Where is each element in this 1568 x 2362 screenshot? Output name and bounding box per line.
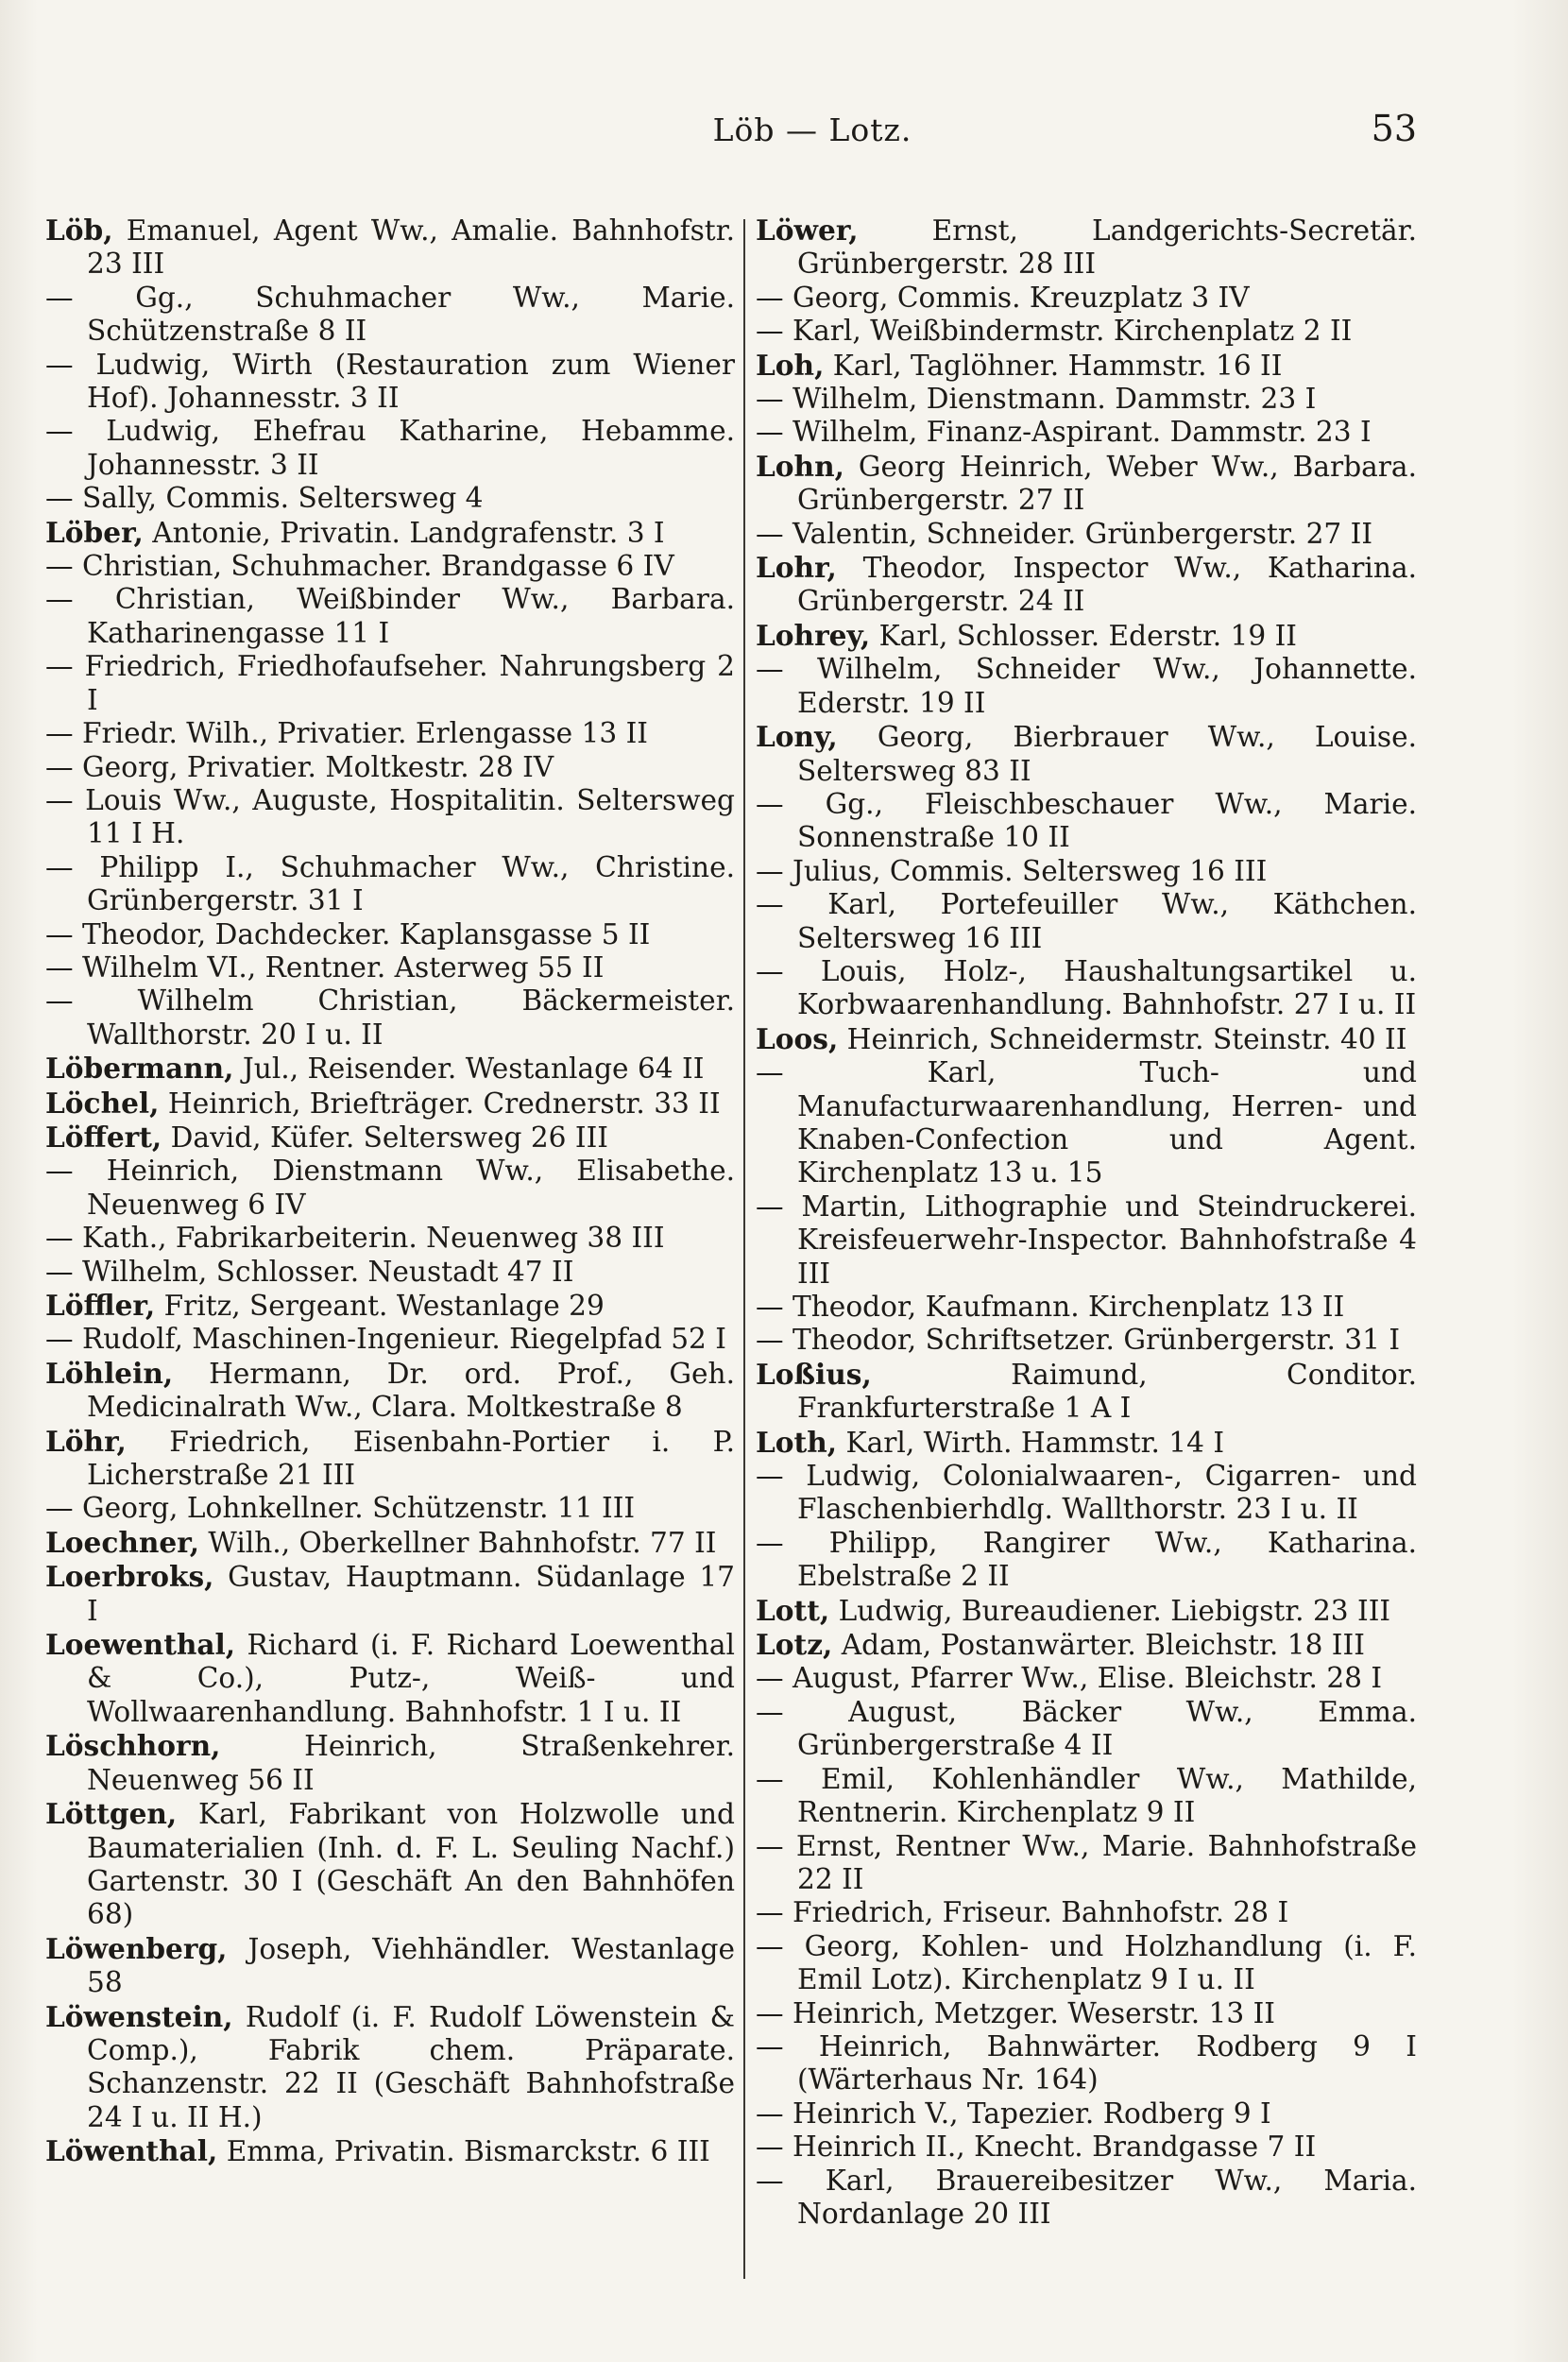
entry-surname: Loechner, — [45, 1525, 199, 1559]
entry-surname: Lohrey, — [756, 618, 871, 652]
entry-text: Emanuel, Agent Ww., Amalie. Bahnhofstr. 23 III — [87, 214, 735, 281]
directory-entry — [45, 851, 735, 918]
directory-entry — [45, 1087, 735, 1121]
entry-surname: Loerbroks, — [45, 1560, 214, 1594]
entry-surname: Löschhorn, — [45, 1729, 221, 1763]
directory-entry — [756, 214, 1417, 282]
entry-text: — Wilhelm, Schlosser. Neustadt 47 II — [45, 1255, 574, 1288]
directory-entry — [45, 550, 735, 583]
directory-entry — [756, 1324, 1417, 1357]
entry-surname: Lony, — [756, 720, 838, 754]
directory-entry — [45, 784, 735, 851]
column-divider — [743, 219, 745, 2279]
directory-entry — [45, 751, 735, 784]
entry-text: Ernst, Landgerichts-Secretär. Grünbergerstr. 28 III — [797, 214, 1417, 281]
entry-surname: Löhlein, — [45, 1356, 174, 1390]
directory-entry — [756, 888, 1417, 955]
directory-entry — [756, 1056, 1417, 1190]
running-head: Löb — Lotz. — [712, 111, 912, 148]
page-header — [38, 108, 1417, 159]
entry-text: — Ernst, Rentner Ww., Marie. Bahnhofstraße 22 II — [756, 1829, 1417, 1895]
directory-entry — [45, 1357, 735, 1425]
entry-text: — Gg., Fleischbeschauer Ww., Marie. Sonnenstraße 10 II — [756, 787, 1417, 854]
entry-text: — Theodor, Schriftsetzer. Grünbergerstr. 31 I — [756, 1324, 1401, 1357]
entry-surname: Loth, — [756, 1425, 838, 1459]
directory-entry — [756, 1662, 1417, 1695]
directory-entry — [45, 349, 735, 416]
entry-text: — Christian, Schuhmacher. Brandgasse 6 IV — [45, 550, 674, 583]
directory-entry — [756, 1830, 1417, 1897]
entry-text: Karl, Wirth. Hammstr. 14 I — [845, 1426, 1225, 1459]
directory-entry — [756, 2131, 1417, 2164]
directory-entry — [756, 450, 1417, 518]
entry-text: — Wilhelm VI., Rentner. Asterweg 55 II — [45, 950, 605, 984]
entry-text: Hermann, Dr. ord. Prof., Geh. Medicinalrath Ww., Clara. Moltkestraße 8 — [87, 1357, 735, 1424]
entry-surname: Lohr, — [756, 551, 837, 585]
right-column — [756, 214, 1417, 2231]
entry-text: — Martin, Lithographie und Steindruckerei. Kreisfeuerwehr-Inspector. Bahnhofstraße 4 III — [756, 1190, 1417, 1290]
entry-text: Karl, Taglöhner. Hammstr. 16 II — [832, 349, 1283, 382]
entry-surname: Löbermann, — [45, 1052, 234, 1086]
directory-entry — [756, 788, 1417, 855]
directory-entry — [756, 1460, 1417, 1527]
directory-entry — [756, 1022, 1417, 1056]
directory-entry — [45, 214, 735, 282]
entry-text: Theodor, Inspector Ww., Katharina. Grünbergerstr. 24 II — [797, 552, 1417, 618]
entry-text: Antonie, Privatin. Landgrafenstr. 3 I — [152, 516, 665, 549]
entry-surname: Löwenstein, — [45, 1999, 233, 2033]
entry-surname: Löwenberg, — [45, 1931, 228, 1965]
directory-entry — [45, 1155, 735, 1222]
entry-surname: Loßius, — [756, 1357, 872, 1391]
directory-entry — [756, 282, 1417, 315]
directory-entry — [45, 2000, 735, 2135]
directory-entry — [756, 518, 1417, 551]
entry-text: — Heinrich II., Knecht. Brandgasse 7 II — [756, 2131, 1317, 2164]
entry-surname: Löffert, — [45, 1120, 162, 1154]
directory-entry — [45, 918, 735, 951]
directory-entry — [756, 619, 1417, 653]
directory-entry — [756, 1930, 1417, 1997]
directory-entry — [756, 1763, 1417, 1830]
directory-entry — [45, 482, 735, 515]
directory-entry — [756, 349, 1417, 383]
directory-entry — [45, 1425, 735, 1493]
directory-entry — [45, 1323, 735, 1356]
entry-surname: Lohn, — [756, 449, 844, 483]
page-number: 53 — [1371, 108, 1417, 149]
directory-entry — [45, 1289, 735, 1323]
entry-surname: Löhr, — [45, 1424, 127, 1458]
entry-text: — Karl, Tuch- und Manufacturwaarenhandlung, Herren- und Knaben-Confection und Agent. Kirchenplatz 13 u. 15 — [756, 1056, 1417, 1190]
entry-text: — Kath., Fabrikarbeiterin. Neuenweg 38 III — [45, 1222, 665, 1255]
entry-text: Adam, Postanwärter. Bleichstr. 18 III — [841, 1629, 1365, 1662]
entry-text: — Heinrich, Dienstmann Ww., Elisabethe. Neuenweg 6 IV — [45, 1155, 735, 1221]
directory-entry — [45, 1932, 735, 2000]
directory-entry — [45, 1222, 735, 1255]
entry-text: — Theodor, Kaufmann. Kirchenplatz 13 II — [756, 1291, 1345, 1323]
entry-text: Fritz, Sergeant. Westanlage 29 — [163, 1290, 605, 1322]
entry-text: — Friedrich, Friedhofaufseher. Nahrungsberg 2 I — [45, 650, 735, 716]
entry-text: — Georg, Privatier. Moltkestr. 28 IV — [45, 750, 554, 783]
directory-entry — [45, 1729, 735, 1797]
entry-text: Emma, Privatin. Bismarckstr. 6 III — [226, 2135, 710, 2168]
entry-text: Gustav, Hauptmann. Südanlage 17 I — [87, 1561, 735, 1627]
directory-entry — [756, 1291, 1417, 1324]
entry-text: — Karl, Portefeuiller Ww., Käthchen. Seltersweg 16 III — [756, 888, 1417, 954]
entry-surname: Loh, — [756, 348, 825, 382]
entry-surname: Löwer, — [756, 214, 859, 247]
entry-surname: Löb, — [45, 214, 113, 247]
entry-surname: Lotz, — [756, 1628, 833, 1662]
entry-text: — Ludwig, Wirth (Restauration zum Wiener Hof). Johannesstr. 3 II — [45, 348, 735, 415]
directory-entry — [756, 1594, 1417, 1628]
left-column — [45, 214, 735, 2169]
directory-entry — [756, 855, 1417, 888]
entry-text: — Georg, Commis. Kreuzplatz 3 IV — [756, 281, 1250, 314]
entry-text: — Heinrich, Bahnwärter. Rodberg 9 I (Wärterhaus Nr. 164) — [756, 2029, 1417, 2097]
directory-entry — [756, 416, 1417, 449]
directory-entry — [756, 1696, 1417, 1763]
entry-text: Richard (i. F. Richard Loewenthal & Co.), Putz-, Weiß- und Wollwaarenhandlung. Bahnhofstr. 1 I u. II — [87, 1629, 735, 1728]
directory-entry — [756, 1190, 1417, 1291]
entry-text: — Karl, Weißbindermstr. Kirchenplatz 2 II — [756, 315, 1353, 348]
entry-text: Raimund, Conditor. Frankfurterstraße 1 A I — [797, 1358, 1417, 1425]
directory-entry — [756, 1426, 1417, 1460]
directory-entry — [45, 1628, 735, 1729]
directory-entry — [45, 1526, 735, 1560]
entry-text: Ludwig, Bureaudiener. Liebigstr. 23 III — [838, 1594, 1391, 1627]
directory-entry — [45, 2134, 735, 2168]
entry-text: David, Küfer. Seltersweg 26 III — [170, 1121, 608, 1154]
entry-surname: Löttgen, — [45, 1797, 178, 1831]
entry-text: — Gg., Schuhmacher Ww., Marie. Schützenstraße 8 II — [45, 281, 735, 348]
entry-text: Karl, Fabrikant von Holzwolle und Baumaterialien (Inh. d. F. L. Seuling Nachf.) Gartenstr. 30 I (Geschäft An den Bahnhöfen 68) — [87, 1798, 735, 1931]
entry-text: — Ludwig, Colonialwaaren-, Cigarren- und Flaschenbierhdlg. Wallthorstr. 23 I u. II — [756, 1460, 1417, 1526]
entry-text: — Emil, Kohlenhändler Ww., Mathilde, Rentnerin. Kirchenplatz 9 II — [756, 1762, 1417, 1829]
directory-entry — [45, 650, 735, 717]
entry-text: Georg Heinrich, Weber Ww., Barbara. Grünbergerstr. 27 II — [797, 450, 1417, 517]
directory-entry — [756, 2097, 1417, 2131]
directory-entry — [756, 1527, 1417, 1594]
entry-text: — August, Bäcker Ww., Emma. Grünbergerstraße 4 II — [756, 1695, 1417, 1762]
entry-text: — Karl, Brauereibesitzer Ww., Maria. Nordanlage 20 III — [756, 2164, 1417, 2230]
directory-entry — [45, 717, 735, 750]
directory-entry — [45, 1797, 735, 1932]
entry-text: — Valentin, Schneider. Grünbergerstr. 27 II — [756, 517, 1373, 550]
entry-text: Georg, Bierbrauer Ww., Louise. Seltersweg 83 II — [797, 721, 1417, 787]
directory-entry — [756, 1896, 1417, 1929]
entry-surname: Löwenthal, — [45, 2134, 218, 2168]
entry-text: Wilh., Oberkellner Bahnhofstr. 77 II — [208, 1526, 717, 1559]
entry-text: — Georg, Lohnkellner. Schützenstr. 11 III — [45, 1492, 636, 1525]
entry-text: — Philipp I., Schuhmacher Ww., Christine. Grünbergerstr. 31 I — [45, 850, 735, 917]
directory-entry — [45, 516, 735, 550]
entry-surname: Loos, — [756, 1021, 839, 1055]
entry-text: Karl, Schlosser. Ederstr. 19 II — [878, 619, 1297, 652]
entry-surname: Löchel, — [45, 1086, 160, 1120]
entry-text: — Rudolf, Maschinen-Ingenieur. Riegelpfad 52 I — [45, 1323, 726, 1356]
directory-entry — [45, 1256, 735, 1289]
entry-text: Rudolf (i. F. Rudolf Löwenstein & Comp.), Fabrik chem. Präparate. Schanzenstr. 22 II (Geschäft Bahnhofstraße 24 I u. II H.) — [87, 2000, 735, 2133]
directory-entry — [45, 583, 735, 650]
directory-entry — [45, 1052, 735, 1086]
entry-text: Heinrich, Straßenkehrer. Neuenweg 56 II — [87, 1730, 735, 1796]
directory-entry — [45, 984, 735, 1052]
directory-entry — [756, 551, 1417, 619]
entry-text: — Louis Ww., Auguste, Hospitalitin. Seltersweg 11 I H. — [45, 783, 735, 850]
entry-surname: Löffler, — [45, 1289, 156, 1322]
directory-entry — [45, 1121, 735, 1155]
entry-text: — August, Pfarrer Ww., Elise. Bleichstr. 28 I — [756, 1662, 1383, 1695]
entry-text: — Wilhelm, Schneider Ww., Johannette. Ederstr. 19 II — [756, 653, 1417, 719]
entry-text: — Heinrich, Metzger. Weserstr. 13 II — [756, 1996, 1275, 2029]
directory-entry — [756, 1997, 1417, 2030]
directory-entry — [756, 720, 1417, 788]
entry-surname: Loewenthal, — [45, 1628, 236, 1662]
entry-text: — Theodor, Dachdecker. Kaplansgasse 5 II — [45, 917, 651, 950]
directory-entry — [756, 955, 1417, 1022]
entry-text: — Ludwig, Ehefrau Katharine, Hebamme. Johannesstr. 3 II — [45, 415, 735, 481]
entry-text: — Heinrich V., Tapezier. Rodberg 9 I — [756, 2097, 1271, 2130]
entry-surname: Löber, — [45, 515, 144, 549]
directory-entry — [45, 1560, 735, 1628]
entry-text: Heinrich, Briefträger. Crednerstr. 33 II — [167, 1087, 721, 1120]
entry-text: Joseph, Viehhändler. Westanlage 58 — [87, 1932, 735, 1999]
entry-text: — Sally, Commis. Seltersweg 4 — [45, 482, 484, 515]
directory-entry — [756, 2165, 1417, 2232]
entry-text: — Julius, Commis. Seltersweg 16 III — [756, 854, 1268, 887]
directory-entry — [756, 1358, 1417, 1426]
directory-entry — [756, 1628, 1417, 1662]
directory-entry — [756, 315, 1417, 348]
entry-text: — Friedrich, Friseur. Bahnhofstr. 28 I — [756, 1896, 1289, 1929]
entry-text: — Georg, Kohlen- und Holzhandlung (i. F. Emil Lotz). Kirchenplatz 9 I u. II — [756, 1929, 1417, 1996]
entry-text: — Friedr. Wilh., Privatier. Erlengasse 13 II — [45, 717, 648, 750]
directory-entry — [756, 383, 1417, 416]
entry-text: — Wilhelm Christian, Bäckermeister. Wallthorstr. 20 I u. II — [45, 984, 735, 1051]
directory-entry — [45, 951, 735, 984]
entry-surname: Lott, — [756, 1593, 830, 1627]
entry-text: — Christian, Weißbinder Ww., Barbara. Katharinengasse 11 I — [45, 583, 735, 649]
directory-entry — [45, 282, 735, 349]
entry-text: Jul., Reisender. Westanlage 64 II — [242, 1053, 705, 1086]
entry-text: Friedrich, Eisenbahn-Portier i. P. Licherstraße 21 III — [87, 1425, 735, 1492]
entry-text: — Wilhelm, Finanz-Aspirant. Dammstr. 23 I — [756, 416, 1372, 449]
directory-entry — [45, 415, 735, 482]
directory-entry — [756, 653, 1417, 720]
entry-text: Heinrich, Schneidermstr. Steinstr. 40 II — [846, 1022, 1407, 1055]
directory-entry — [756, 2030, 1417, 2097]
entry-text: — Louis, Holz-, Haushaltungsartikel u. Korbwaarenhandlung. Bahnhofstr. 27 I u. II — [756, 954, 1417, 1021]
entry-text: — Wilhelm, Dienstmann. Dammstr. 23 I — [756, 383, 1317, 416]
directory-entry — [45, 1492, 735, 1525]
entry-text: — Philipp, Rangirer Ww., Katharina. Ebelstraße 2 II — [756, 1526, 1417, 1593]
